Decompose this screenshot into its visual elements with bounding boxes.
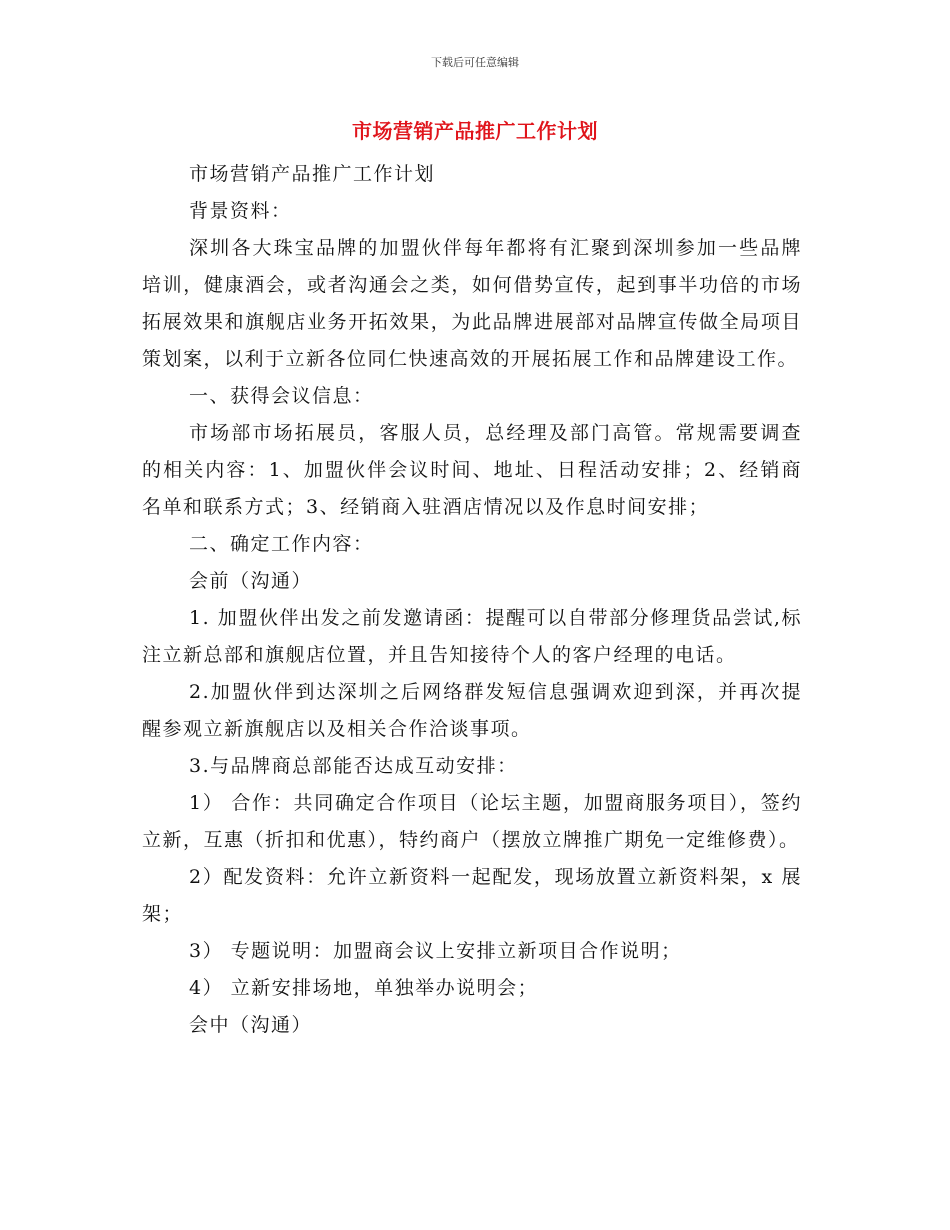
sub-item-1: 1） 合作：共同确定合作项目（论坛主题，加盟商服务项目），签约立新，互惠（折扣和优惠），特约商户（摆放立牌推广期免一定维修费）。: [142, 792, 802, 851]
list-item-2: 2.加盟伙伴到达深圳之后网络群发短信息强调欢迎到深，并再次提醒参观立新旗舰店以及相关合作洽谈事项。: [142, 681, 802, 740]
paragraph-meeting-info: 市场部市场拓展员，客服人员，总经理及部门高管。常规需要调查的相关内容：1、加盟伙伴会议时间、地址、日程活动安排；2、经销商名单和联系方式；3、经销商入驻酒店情况以及作息时间安排；: [142, 422, 802, 518]
sub-item-4: 4） 立新安排场地，单独举办说明会；: [189, 977, 539, 999]
paragraph-background-heading: 背景资料：: [189, 200, 292, 222]
document-title: 市场营销产品推广工作计划: [352, 119, 598, 143]
list-item-3: 3.与品牌商总部能否达成互动安排：: [189, 755, 518, 777]
sub-item-2: 2）配发资料：允许立新资料一起配发，现场放置立新资料架，x 展架；: [142, 866, 802, 925]
paragraph-subtitle: 市场营销产品推广工作计划: [189, 163, 436, 185]
section-heading-1: 一、获得会议信息：: [189, 385, 374, 407]
paragraph-background: 深圳各大珠宝品牌的加盟伙伴每年都将有汇聚到深圳参加一些品牌培训，健康酒会，或者沟通会之类，如何借势宣传，起到事半功倍的市场拓展效果和旗舰店业务开拓效果，为此品牌进展部对品牌宣传做全局项目策划案，以利于立新各位同仁快速高效的开展拓展工作和品牌建设工作。: [142, 237, 802, 370]
section-heading-2: 二、确定工作内容：: [189, 533, 374, 555]
sub-item-3: 3） 专题说明：加盟商会议上安排立新项目合作说明；: [189, 940, 682, 962]
list-item-1: 1. 加盟伙伴出发之前发邀请函：提醒可以自带部分修理货品尝试,标注立新总部和旗舰店位置，并且告知接待个人的客户经理的电话。: [142, 607, 802, 666]
subheading-during-meeting: 会中（沟通）: [189, 1014, 313, 1036]
page-header-note: 下载后可任意编辑: [431, 56, 519, 69]
subheading-before-meeting: 会前（沟通）: [189, 570, 313, 592]
document-body: [142, 156, 802, 1044]
